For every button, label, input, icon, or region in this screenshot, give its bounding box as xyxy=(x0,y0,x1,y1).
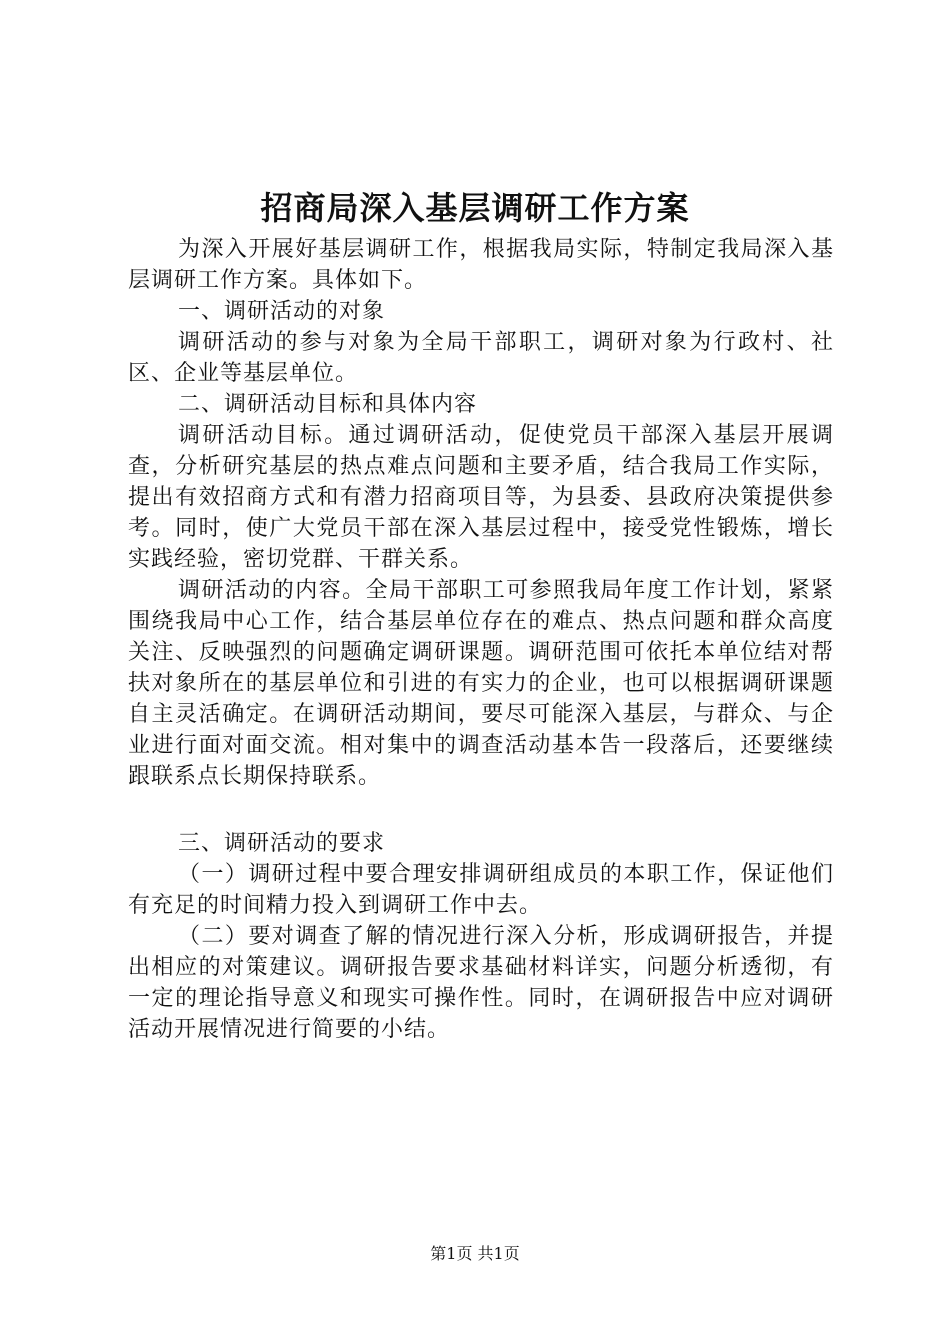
section-1-paragraph: 调研活动的参与对象为全局干部职工，调研对象为行政村、社区、企业等基层单位。 xyxy=(128,330,834,386)
document-title: 招商局深入基层调研工作方案 xyxy=(260,189,690,227)
requirement-2-paragraph: （二）要对调查了解的情况进行深入分析，形成调研报告，并提出相应的对策建议。调研报告要求基础材料详实，问题分析透彻，有一定的理论指导意义和现实可操作性。同时，在调研报告中应对调研活动开展情况进行简要的小结。 xyxy=(128,924,834,1042)
section-heading-2: 二、调研活动目标和具体内容 xyxy=(178,392,478,417)
section-2-goal-paragraph: 调研活动目标。通过调研活动，促使党员干部深入基层开展调查，分析研究基层的热点难点问题和主要矛盾，结合我局工作实际，提出有效招商方式和有潜力招商项目等，为县委、县政府决策提供参考。同时，使广大党员干部在深入基层过程中，接受党性锻炼，增长实践经验，密切党群、干群关系。 xyxy=(128,423,834,572)
section-2-content-paragraph: 调研活动的内容。全局干部职工可参照我局年度工作计划，紧紧围绕我局中心工作，结合基层单位存在的难点、热点问题和群众高度关注、反映强烈的问题确定调研课题。调研范围可依托本单位结对帮扶对象所在的基层单位和引进的有实力的企业，也可以根据调研课题自主灵活确定。在调研活动期间，要尽可能深入基层，与群众、与企业进行面对面交流。相对集中的调查活动基本告一段落后，还要继续跟联系点长期保持联系。 xyxy=(128,578,834,789)
requirement-1-paragraph: （一）调研过程中要合理安排调研组成员的本职工作，保证他们有充足的时间精力投入到调研工作中去。 xyxy=(128,862,834,918)
page-footer: 第1页 共1页 xyxy=(430,1244,520,1263)
intro-paragraph: 为深入开展好基层调研工作，根据我局实际，特制定我局深入基层调研工作方案。具体如下。 xyxy=(128,237,834,293)
section-heading-1: 一、调研活动的对象 xyxy=(178,299,386,324)
paragraph-gap xyxy=(128,792,834,828)
document-body xyxy=(128,234,834,1045)
section-heading-3: 三、调研活动的要求 xyxy=(178,831,386,856)
